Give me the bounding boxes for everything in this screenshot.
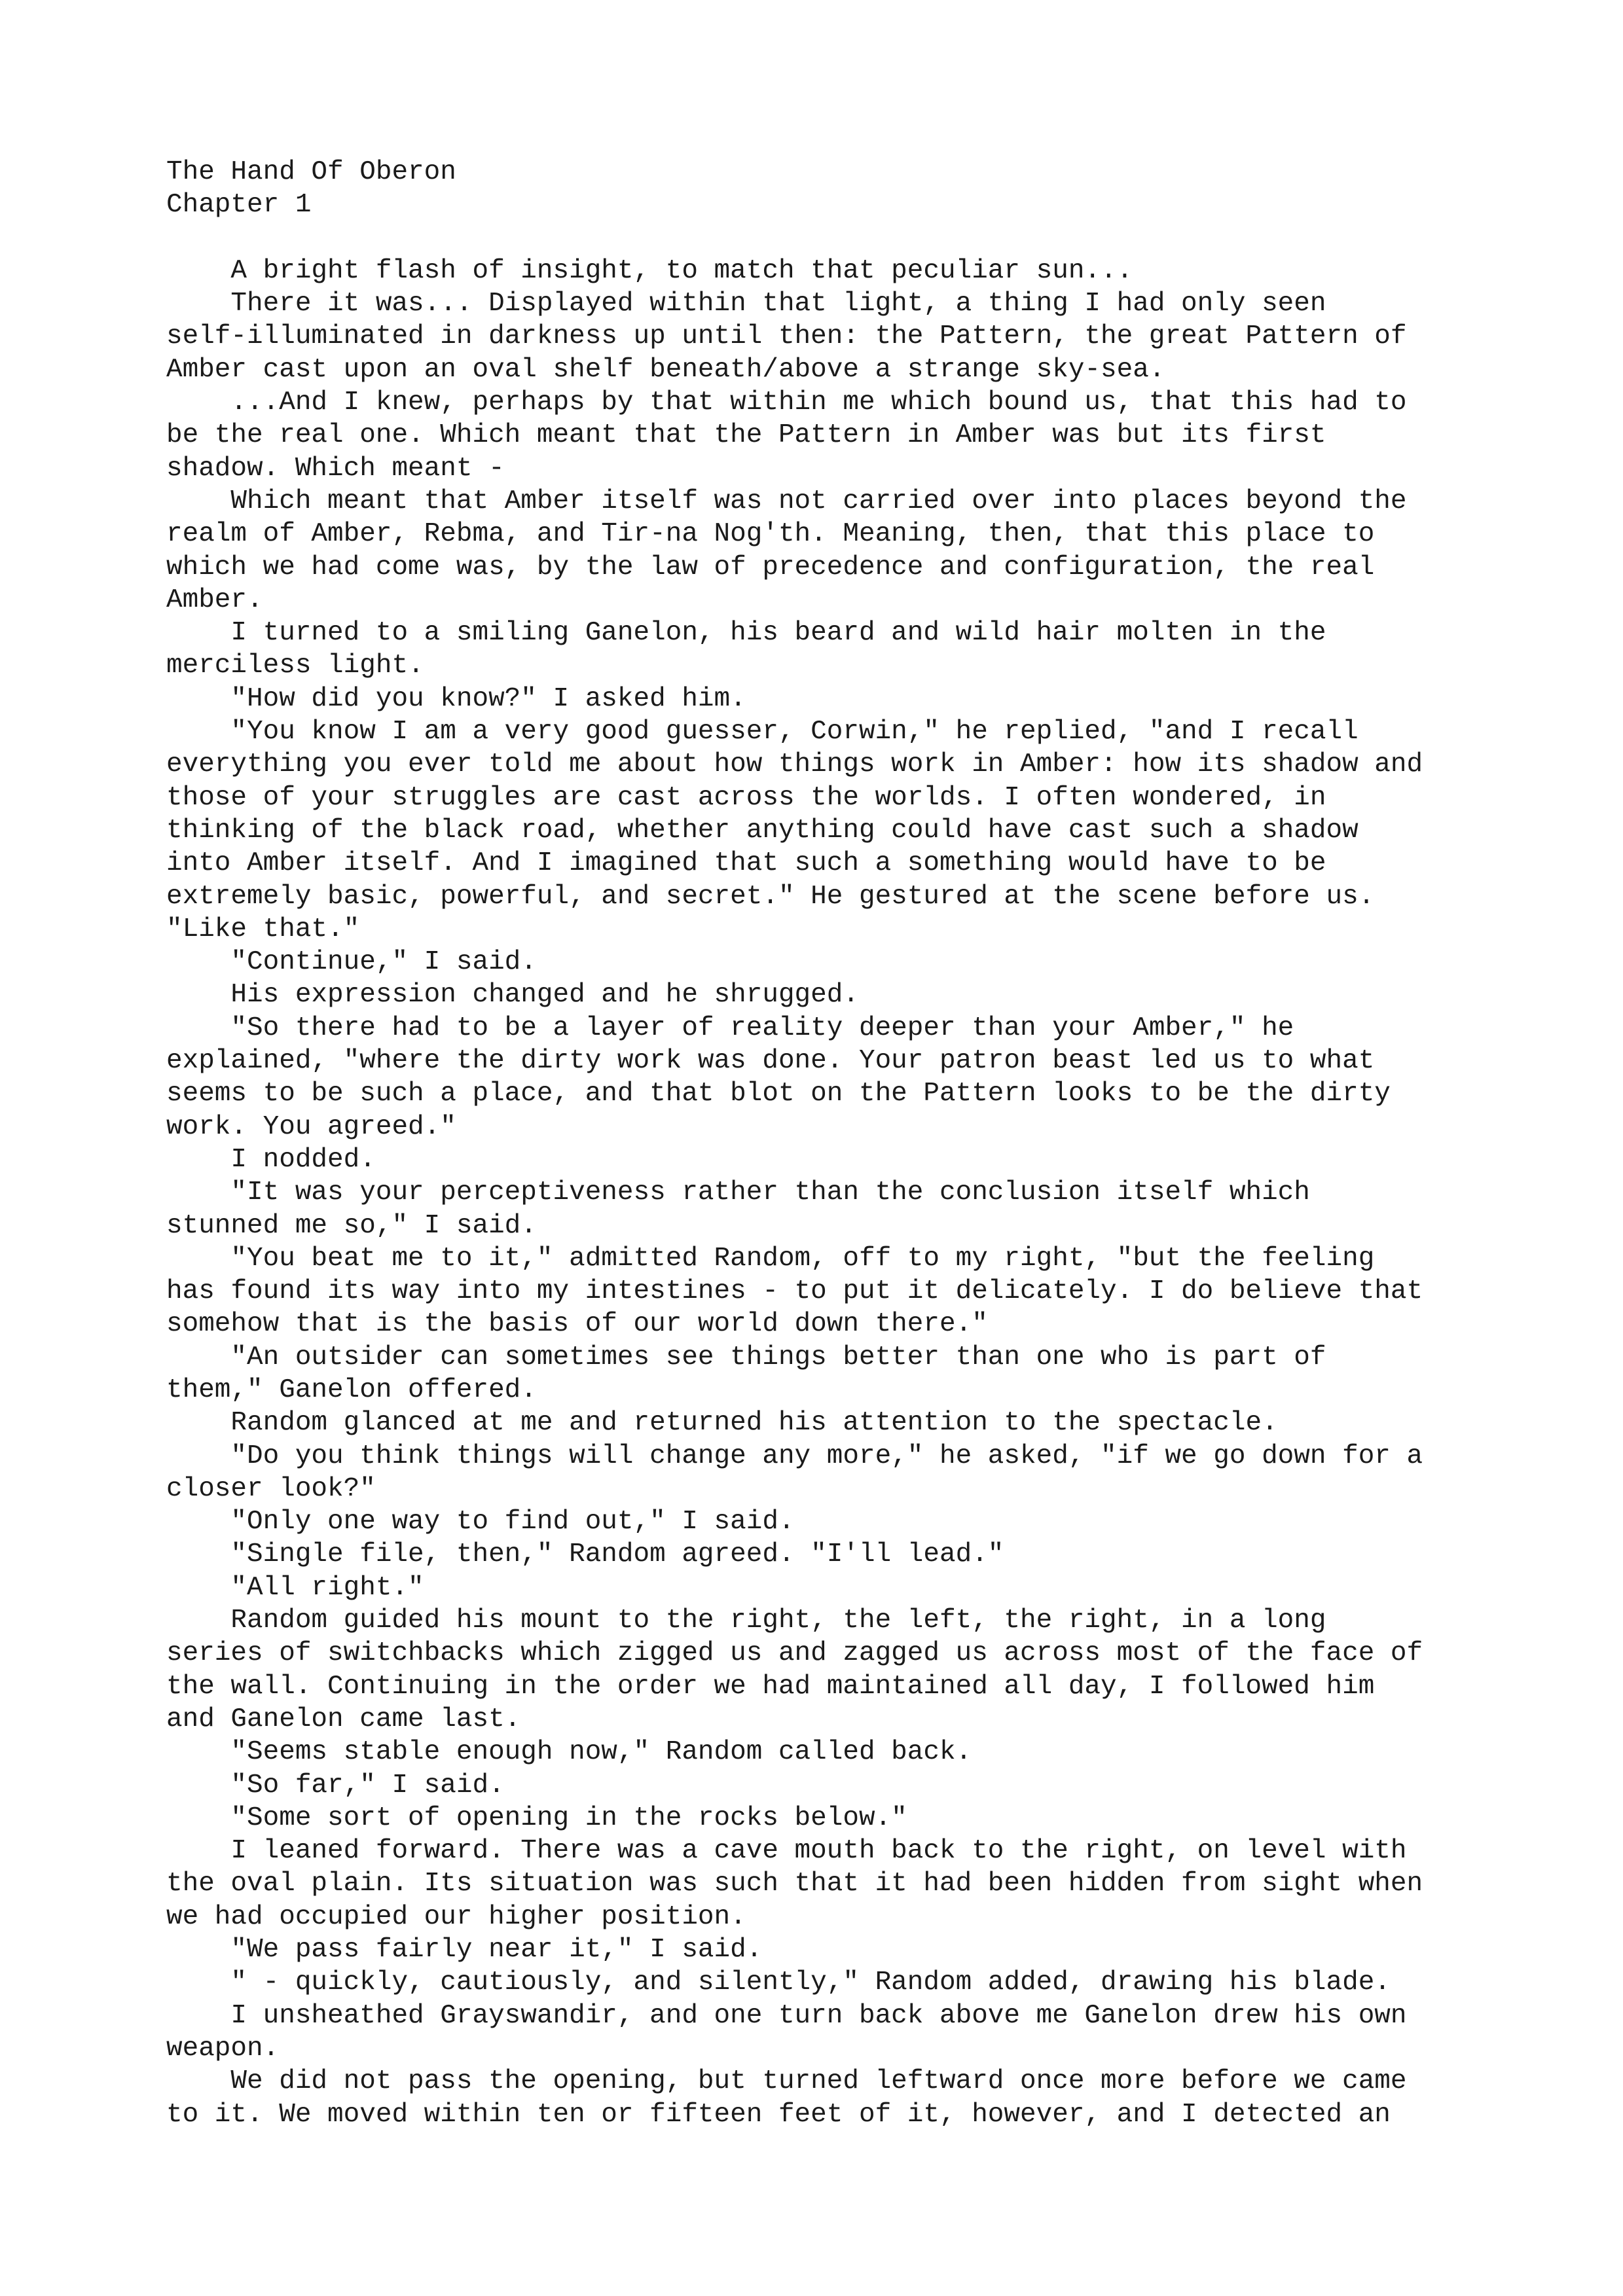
text-line: weapon. [166,2033,280,2064]
text-line: "You beat me to it," admitted Random, off to my right, "but the feeling [166,1243,1375,1274]
text-line: work. You agreed." [166,1111,456,1142]
text-line: we had occupied our higher position. [166,1901,746,1932]
text-line: them," Ganelon offered. [166,1374,537,1405]
text-line: into Amber itself. And I imagined that such a something would have to be [166,848,1326,879]
text-line: Amber. [166,584,263,615]
text-line: I leaned forward. There was a cave mouth back to the right, on level with [166,1836,1407,1867]
text-line: the oval plain. Its situation was such that it had been hidden from sight when [166,1869,1423,1899]
text-line: I nodded. [166,1144,376,1175]
text-line: shadow. Which meant - [166,453,505,484]
text-line: ...And I knew, perhaps by that within me which bound us, that this had to [166,387,1407,418]
text-line: His expression changed and he shrugged. [166,980,859,1011]
text-line: "An outsider can sometimes see things better than one who is part of [166,1342,1326,1372]
text-line: self-illuminated in darkness up until then: the Pattern, the great Pattern of [166,321,1407,352]
text-line: those of your struggles are cast across the worlds. I often wondered, in [166,782,1326,813]
text-line: "It was your perceptiveness rather than the conclusion itself which [166,1177,1310,1208]
blank-line [166,222,1541,255]
text-line: which we had come was, by the law of precedence and configuration, the real [166,552,1375,583]
text-line: seems to be such a place, and that blot on the Pattern looks to be the dirty [166,1079,1391,1109]
text-line: merciless light. [166,651,424,681]
text-line: "You know I am a very good guesser, Corwin," he replied, "and I recall [166,717,1359,747]
text-line: "Seems stable enough now," Random called back. [166,1737,972,1768]
text-line: stunned me so," I said. [166,1210,537,1241]
text-line: "So far," I said. [166,1770,505,1801]
text-line: the wall. Continuing in the order we had maintained all day, I followed him [166,1671,1375,1702]
book-title: The Hand Of Oberon [166,157,456,187]
text-line: Random glanced at me and returned his attention to the spectacle. [166,1408,1278,1439]
text-line: "Do you think things will change any more," he asked, "if we go down for a [166,1441,1423,1471]
text-line: Random guided his mount to the right, the left, the right, in a long [166,1605,1326,1636]
text-line: Which meant that Amber itself was not carried over into places beyond the [166,486,1407,516]
text-line: series of switchbacks which zigged us and zagged us across most of the face of [166,1638,1423,1669]
text-line: "Like that." [166,914,360,944]
text-line: "So there had to be a layer of reality deeper than your Amber," he [166,1013,1294,1043]
body-text [166,255,1541,2131]
text-line: " - quickly, cautiously, and silently," Random added, drawing his blade. [166,1967,1391,1998]
text-line: to it. We moved within ten or fifteen feet of it, however, and I detected an [166,2099,1391,2130]
text-line: I unsheathed Grayswandir, and one turn back above me Ganelon drew his own [166,2000,1407,2031]
text-line: "All right." [166,1572,424,1603]
text-line: "Only one way to find out," I said. [166,1507,795,1537]
text-line: explained, "where the dirty work was done. Your patron beast led us to what [166,1046,1375,1077]
text-line: everything you ever told me about how things work in Amber: how its shadow and [166,749,1423,780]
text-line: "Some sort of opening in the rocks below." [166,1803,907,1833]
text-line: Amber cast upon an oval shelf beneath/above a strange sky-sea. [166,354,1165,385]
text-line: "Single file, then," Random agreed. "I'll lead." [166,1539,1004,1570]
text-line: A bright flash of insight, to match that peculiar sun... [166,255,1133,286]
text-line: I turned to a smiling Ganelon, his beard and wild hair molten in the [166,618,1326,649]
text-line: We did not pass the opening, but turned leftward once more before we came [166,2066,1407,2097]
text-line: "Continue," I said. [166,947,537,978]
text-line: "We pass fairly near it," I said. [166,1935,763,1965]
text-line: "How did you know?" I asked him. [166,683,746,714]
text-line: be the real one. Which meant that the Pattern in Amber was but its first [166,420,1326,451]
text-line: extremely basic, powerful, and secret." He gestured at the scene before us. [166,881,1375,912]
chapter-heading: Chapter 1 [166,190,312,221]
text-line: has found its way into my intestines - to put it delicately. I do believe that [166,1276,1423,1307]
text-line: somehow that is the basis of our world down there." [166,1309,988,1340]
text-line: closer look?" [166,1473,376,1504]
text-line: There it was... Displayed within that light, a thing I had only seen [166,289,1326,319]
text-line: and Ganelon came last. [166,1704,521,1734]
document-page [166,156,1541,2131]
text-line: realm of Amber, Rebma, and Tir-na Nog'th. Meaning, then, that this place to [166,519,1375,550]
text-line: thinking of the black road, whether anything could have cast such a shadow [166,815,1359,846]
